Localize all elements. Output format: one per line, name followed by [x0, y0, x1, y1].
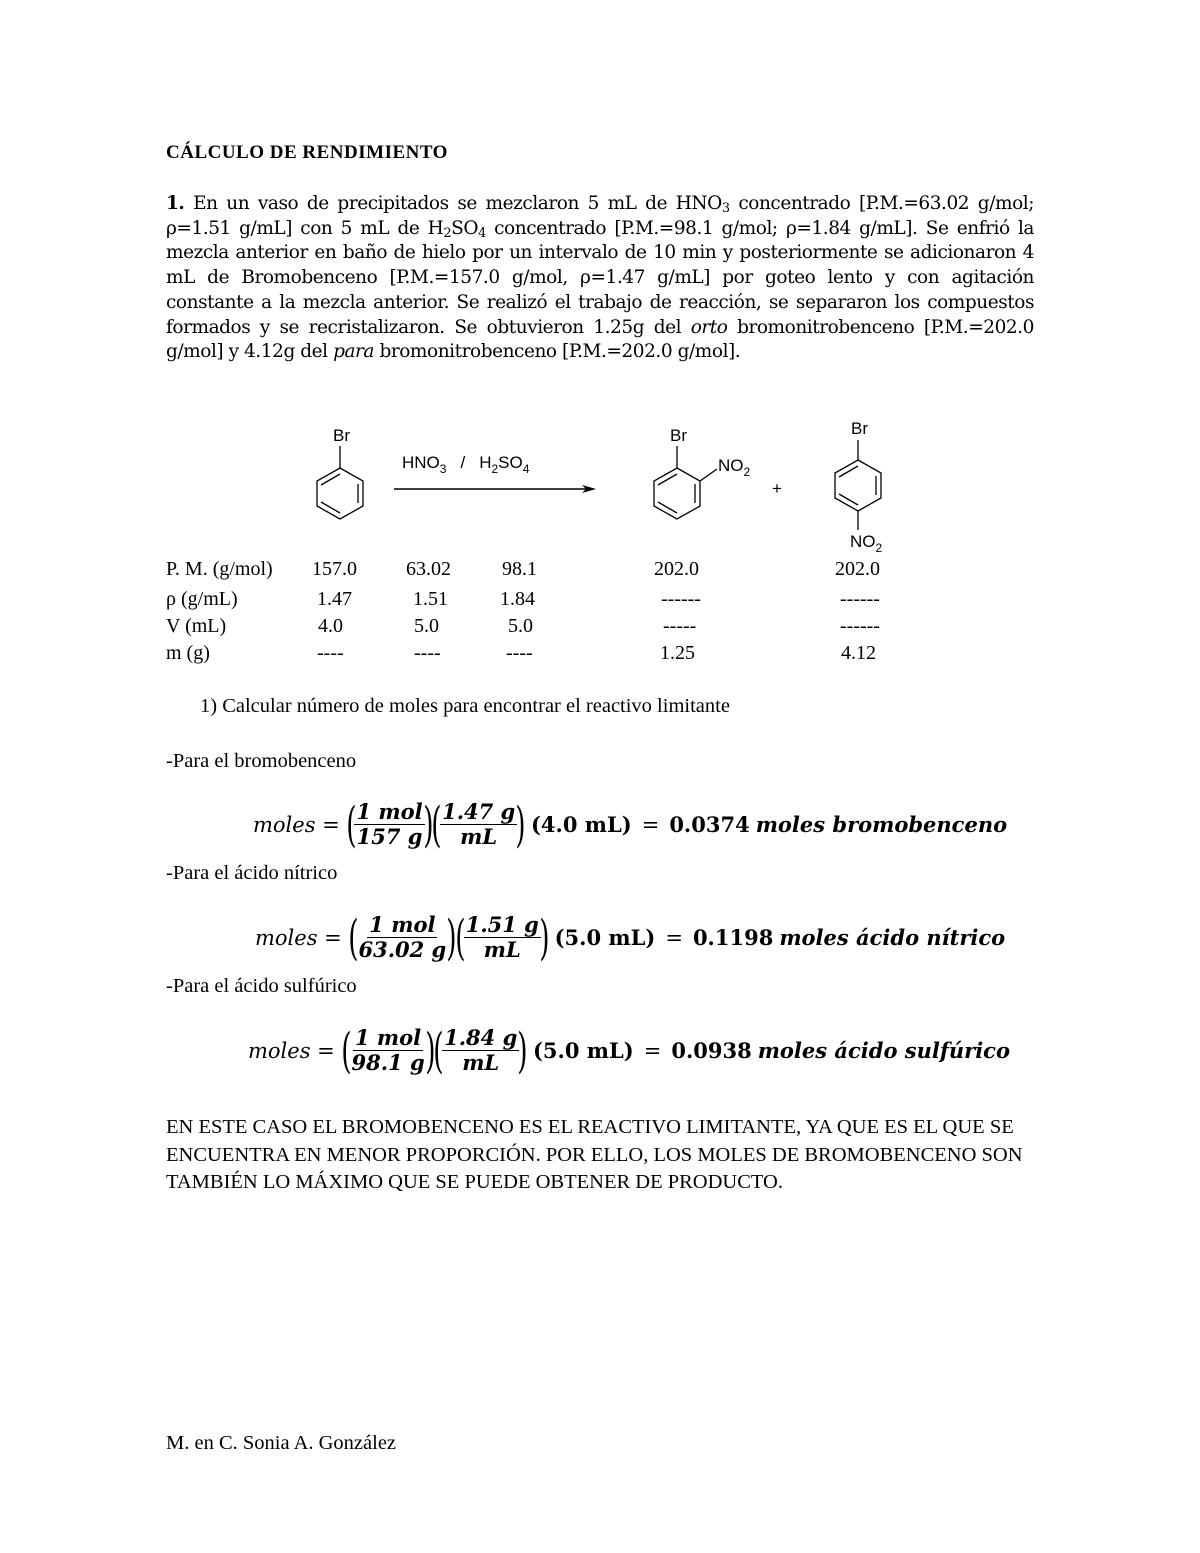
denominator: 157 g: [356, 824, 423, 850]
subscript: 3: [721, 201, 730, 217]
reaction-scheme: [290, 416, 930, 556]
result-unit: moles ácido sulfúrico: [757, 1038, 1010, 1064]
equation-acido-nitrico: moles = ( $\frac{\text{1 mol}}{63.02 g}$ ) ( $\frac{1.51 g}{mL}$ ) (5.0 mL) = 0.1198 moles ácido nítrico: [255, 909, 1006, 966]
row-label: P. M. (g/mol): [166, 558, 273, 580]
table-cell: 202.0: [654, 558, 699, 580]
conclusion-text: EN ESTE CASO EL BROMOBENCENO ES EL REACTIVO LIMITANTE, YA QUE ES EL QUE SE ENCUENTRA EN MENOR PROPORCIÓN. POR ELLO, LOS MOLES DE BROMOBENCENO SON TAMBIÉN LO MÁXIMO QUE SE PUEDE OBTENER DE PRODUCTO.: [166, 1116, 1023, 1193]
table-cell: 5.0: [414, 615, 439, 637]
subscript: 4: [478, 225, 486, 241]
table-cell: 1.84: [500, 588, 535, 610]
section-heading-acido-nitrico: -Para el ácido nítrico: [166, 862, 338, 884]
row-label: V (mL): [166, 615, 227, 637]
fraction: [464, 913, 541, 962]
section-heading-acido-sulfurico: -Para el ácido sulfúrico: [166, 975, 357, 997]
numerator: 1 mol: [356, 799, 423, 824]
fraction: [349, 1026, 426, 1075]
br-label: Br: [333, 426, 350, 445]
denominator: 63.02 g: [358, 937, 447, 963]
numerator: 1.51 g: [465, 912, 539, 937]
table-cell: 157.0: [312, 558, 357, 580]
problem-text: SO: [451, 217, 479, 239]
table-cell: ------: [661, 588, 701, 610]
table-cell: 4.12: [841, 642, 876, 664]
br-label: Br: [670, 426, 687, 445]
volume-term: (5.0 mL): [533, 1038, 634, 1064]
result-value: 0.0938: [671, 1038, 752, 1064]
result-value: 0.0374: [669, 812, 750, 838]
equation-bromobenceno: moles = ( $\frac{\text{1 mol}}{157 g}$ ) ( $\frac{1.47 g}{mL}$ ) (4.0 mL) = 0.0374 moles bromobenceno: [253, 796, 1008, 853]
eq-lhs: moles =: [248, 1038, 335, 1063]
fraction: [356, 913, 448, 962]
section-heading-bromobenceno: -Para el bromobenceno: [166, 750, 357, 772]
result-unit: moles ácido nítrico: [779, 925, 1006, 951]
author-footer: M. en C. Sonia A. González: [166, 1432, 397, 1454]
br-label: Br: [851, 419, 868, 438]
table-cell: -----: [663, 615, 697, 637]
problem-statement: [166, 192, 1034, 365]
bromobenzene-structure: [317, 426, 363, 519]
problem-text: bromonitrobenceno [P.M.=202.0 g/mol].: [374, 341, 741, 363]
table-cell: ----: [414, 642, 441, 664]
ortho-bromonitrobenzene-structure: [654, 426, 751, 519]
reagent-label: $HNO_3 / H_2SO_4$: [402, 453, 530, 476]
problem-text: bromonitrobenceno [P.M.=202.0 g/mol] y 4.12g del: [166, 316, 1034, 363]
table-cell: 98.1: [502, 558, 537, 580]
no2-label: $NO_2$: [850, 532, 883, 555]
volume-term: (5.0 mL): [554, 925, 656, 951]
no2-label: $NO_2$: [718, 456, 751, 479]
problem-text: concentrado [P.M.=63.02 g/mol; ρ=1.51 g/mL] con 5 mL de H: [166, 193, 1035, 239]
table-cell: ----: [506, 642, 533, 664]
para-bromonitrobenzene-structure: [835, 419, 883, 555]
table-cell: 5.0: [508, 615, 533, 637]
eq-lhs: moles =: [255, 925, 342, 950]
equation-acido-sulfurico: moles = ( $\frac{\text{1 mol}}{98.1 g}$ ) ( $\frac{1.84 g}{mL}$ ) (5.0 mL) = 0.0938 moles ácido sulfúrico: [248, 1022, 1010, 1079]
document-title: CÁLCULO DE RENDIMIENTO: [166, 142, 448, 163]
problem-text: concentrado [P.M.=98.1 g/mol; ρ=1.84 g/mL]. Se enfrió la mezcla anterior en baño de hielo por un intervalo de 10 min y posteriormente se adicionaron 4 mL de Bromobenceno [P.M.=157.0 g/mol, ρ=1.47 g/mL] por goteo lento y con agitación constante a la mezcla anterior. Se realizó el trabajo de reacción, se separaron los compuestos formados y se recristalizaron. Se obtuvieron 1.25g del: [166, 217, 1034, 338]
denominator: mL: [460, 824, 498, 850]
result-unit: moles bromobenceno: [755, 812, 1008, 838]
equals-sign: =: [643, 1038, 662, 1063]
row-label: ρ (g/mL): [166, 588, 238, 610]
fraction: [440, 800, 517, 849]
numerator: 1 mol: [354, 1025, 422, 1050]
table-cell: 1.51: [413, 588, 448, 610]
table-cell: ------: [840, 615, 880, 637]
volume-term: (4.0 mL): [530, 812, 632, 838]
fraction: [442, 1026, 519, 1075]
problem-number: 1.: [166, 193, 185, 214]
row-label: m (g): [166, 642, 210, 664]
question-text: 1) Calcular número de moles para encontrar el reactivo limitante: [200, 695, 730, 717]
numerator: 1.47 g: [442, 799, 516, 824]
orto-italic: orto: [690, 316, 728, 338]
table-cell: 1.25: [660, 642, 695, 664]
plus-sign: +: [772, 479, 782, 498]
denominator: mL: [462, 1050, 500, 1076]
eq-lhs: moles =: [253, 812, 340, 837]
problem-text: En un vaso de precipitados se mezclaron 5 mL de HNO: [184, 193, 722, 214]
para-italic: para: [333, 341, 375, 363]
equals-sign: =: [665, 925, 683, 950]
table-cell: 1.47: [317, 588, 352, 610]
denominator: mL: [483, 937, 521, 963]
denominator: 98.1 g: [351, 1050, 425, 1076]
numerator: 1.84 g: [444, 1025, 518, 1050]
numerator: 1 mol: [369, 912, 436, 937]
subscript: 2: [443, 225, 452, 241]
table-cell: ----: [317, 642, 344, 664]
table-cell: ------: [840, 588, 880, 610]
table-cell: 4.0: [318, 615, 343, 637]
table-cell: 63.02: [406, 558, 451, 580]
reaction-arrow: [394, 453, 596, 493]
equals-sign: =: [641, 812, 660, 837]
result-value: 0.1198: [692, 925, 774, 951]
table-cell: 202.0: [835, 558, 880, 580]
fraction: [354, 800, 424, 849]
